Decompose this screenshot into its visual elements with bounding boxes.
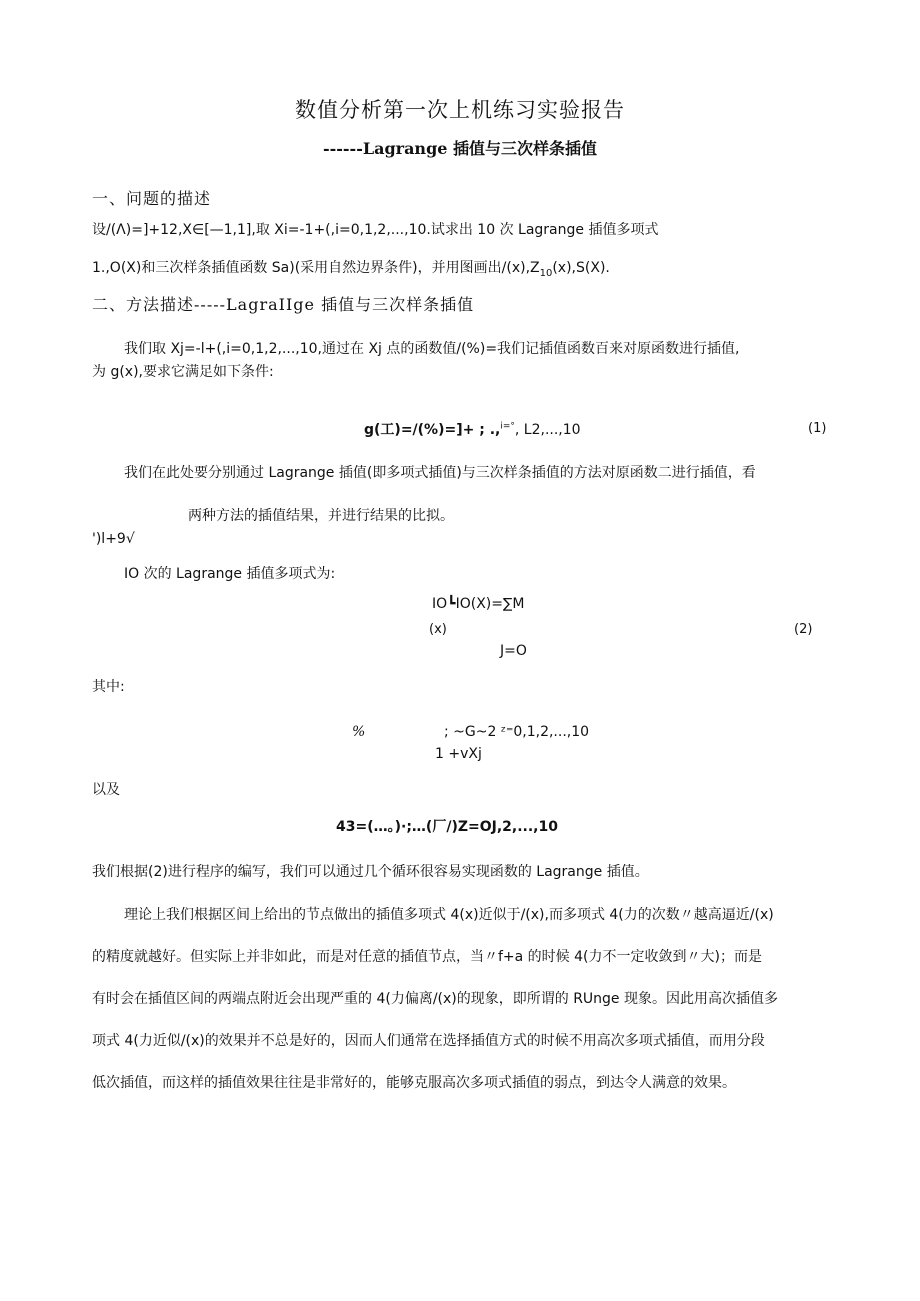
section-heading-problem: 一、问题的描述: [92, 189, 212, 208]
page-subtitle: ------Lagrange 插值与三次样条插值: [322, 139, 598, 158]
problem-line-2: [92, 257, 610, 279]
equation-1-sup: i=°: [500, 421, 515, 432]
equation-3-below: 1 +vXj: [435, 746, 482, 762]
equation-2-bottom: J=O: [500, 643, 527, 659]
equation-3-left: %: [352, 724, 366, 740]
equation-2-top: IO┗IO(X)=∑M: [432, 596, 525, 612]
equation-4: 43=(…。)·;…(厂/)Z=OJ,2,...,10: [336, 819, 558, 835]
method-para-2-line-1: 我们在此处要分别通过 Lagrange 插值(即多项式插值)与三次样条插值的方法对原函数二进行插值，看: [124, 465, 756, 481]
and-label: 以及: [92, 782, 120, 798]
method-para-1-line-2: 为 g(x),要求它满足如下条件:: [92, 364, 274, 380]
equation-2-mid: (x): [429, 622, 447, 637]
method-para-1-line-1: 我们取 Xj=-l+(,i=0,1,2,...,10,通过在 Xj 点的函数值/(%)=我们记插值函数百来对原函数进行插值,: [124, 341, 740, 357]
equation-2-number: (2): [794, 622, 813, 637]
method-para-4-line-3: 有时会在插值区间的两端点附近会出现严重的 4(力偏离/(x)的现象，即所谓的 RUnge 现象。因此用高次插值多: [92, 991, 778, 1007]
method-para-4-line-2: 的精度就越好。但实际上并非如此，而是对任意的插值节点，当〃f+a 的时候 4(力不一定收敛到〃大)；而是: [92, 949, 762, 965]
method-para-4-line-5: 低次插值，而这样的插值效果往往是非常好的，能够克服高次多项式插值的弱点，到达令人满意的效果。: [92, 1075, 736, 1091]
stray-fragment: ')l+9√: [92, 531, 135, 547]
lagrange-intro: IO 次的 Lagrange 插值多项式为:: [124, 566, 336, 582]
problem-line-1: 设/(Λ)=]+12,X∈[—1,1],取 Xi=-1+(,i=0,1,2,...,10.试求出 10 次 Lagrange 插值多项式: [92, 222, 659, 238]
page-title: 数值分析第一次上机练习实验报告: [295, 98, 625, 122]
section-heading-method: 二、方法描述-----LagraIIge 插值与三次样条插值: [92, 295, 475, 314]
equation-1-number: (1): [808, 421, 827, 436]
equation-1-tail: , L2,...,10: [514, 422, 581, 438]
equation-3-right: ; ~G~2 ᶻ⁼0,1,2,...,10: [444, 724, 590, 740]
method-para-4-line-4: 项式 4(力近似/(x)的效果并不总是好的，因而人们通常在选择插值方式的时候不用高次多项式插值，而用分段: [92, 1033, 765, 1049]
equation-1: [364, 419, 581, 439]
method-para-3: 我们根据(2)进行程序的编写，我们可以通过几个循环很容易实现函数的 Lagrange 插值。: [92, 864, 649, 880]
problem-line-2-text: 1.,O(X)和三次样条插值函数 Sa)(采用自然边界条件)，并用图画出/(x),Z: [92, 260, 540, 276]
method-para-2-line-2: 两种方法的插值结果，并进行结果的比拟。: [188, 508, 454, 524]
problem-line-2-subscript: 10: [539, 267, 553, 279]
equation-1-main: g(工)=/(%)=]+ ; .,: [364, 422, 501, 438]
where-label: 其中:: [92, 679, 125, 695]
problem-line-2-tail: (x),S(X).: [552, 260, 610, 276]
method-para-4-line-1: 理论上我们根据区间上给出的节点做出的插值多项式 4(x)近似于/(x),而多项式 4(力的次数〃越高逼近/(x): [124, 907, 774, 923]
